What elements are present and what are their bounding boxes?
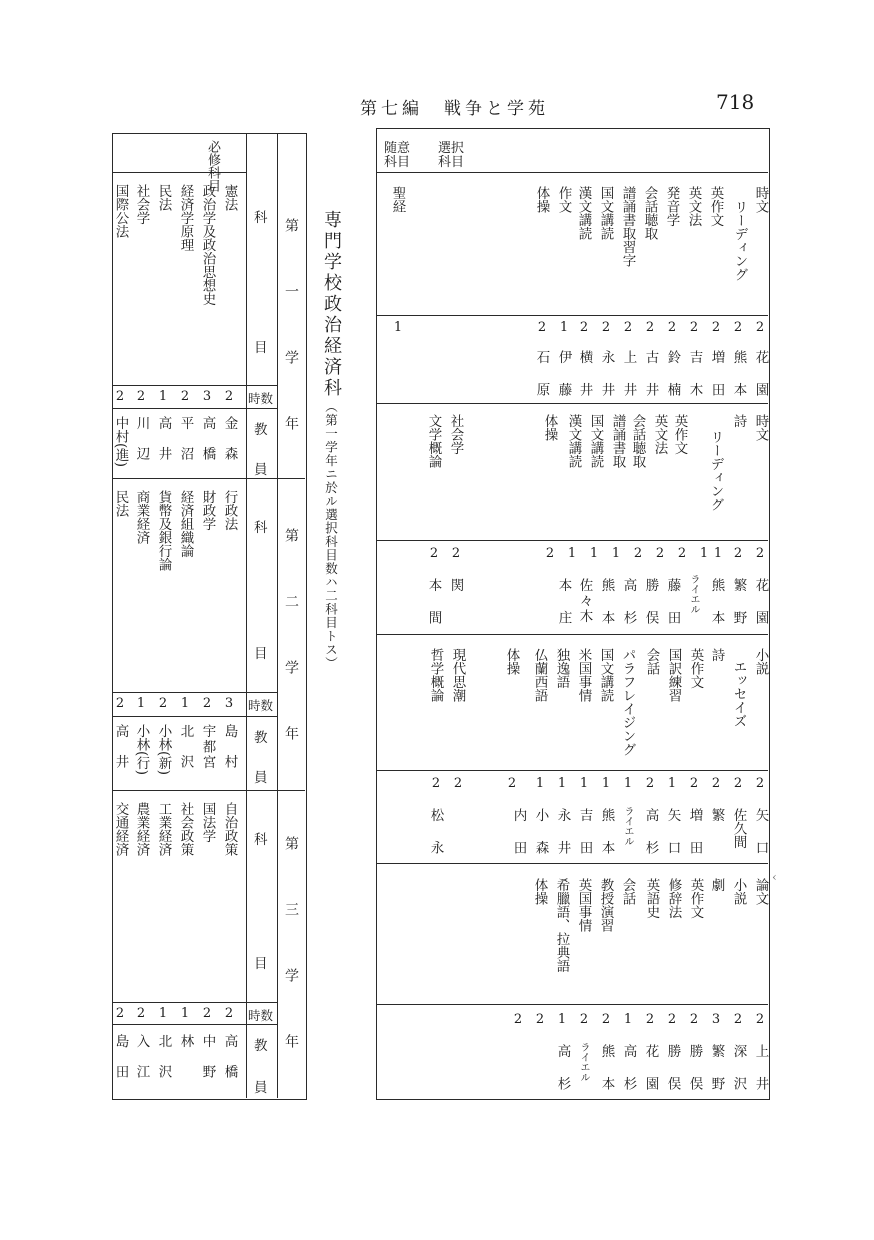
page-number: 718 [716,90,755,114]
subject: 漢文講読 [575,186,592,240]
teacher: 熊本 [598,808,615,873]
optional-hours: 2 [429,546,439,561]
hours: 1 [567,546,577,561]
subject: 詩 [730,414,747,428]
subject: 小説 [752,648,769,675]
hours: 1 [611,546,621,561]
hours: 2 [136,1006,146,1021]
teacher: 佐久間 [730,808,747,849]
year-1-label: 第一学年 [283,218,299,482]
subject: 民法 [112,490,129,517]
subject: 英作文 [687,878,704,919]
subject: 時文 [752,414,769,441]
teacher: 藤田 [664,578,681,643]
teacher: 平沼 [177,416,194,477]
hours: 2 [711,776,721,791]
year-3-label: 第三学年 [283,836,299,1100]
subject: 小説 [730,878,747,905]
teacher: 高杉 [554,1044,571,1109]
subject: 交通経済 [112,802,129,856]
elective-label: 選択科目 [437,141,464,171]
col-teacher-label-2: 員 [254,462,268,478]
hours: 2 [689,1012,699,1027]
hours: 2 [115,1006,125,1021]
hours: 2 [545,546,555,561]
col-subject-label: 科 [254,832,268,848]
optional-teacher: 関 [447,578,464,611]
subject: 工業経済 [155,802,172,856]
hours: 1 [589,546,599,561]
optional-teacher: 松永 [427,808,444,873]
hours: 2 [158,696,168,711]
teacher: 深沢 [730,1044,747,1109]
teacher: 古井 [642,350,659,415]
hours: 2 [755,320,765,335]
hours: 2 [136,389,146,404]
teacher: 金森 [221,416,238,477]
hours: 1 [158,389,168,404]
teacher: 宇都宮 [199,724,216,771]
subject: 国訳練習 [665,648,682,702]
col-hours-label: 時数 [248,698,274,713]
hours: 2 [755,1012,765,1027]
year-2-label: 第二学年 [283,528,299,792]
subject: 譜誦書取 [609,414,626,468]
hours: 1 [699,546,709,561]
subject: 会話 [643,648,660,675]
subject: 発音学 [663,186,680,227]
subject: 経済学原理 [177,184,194,252]
teacher: 高杉 [642,808,659,873]
teacher: 上井 [620,350,637,415]
teacher: 勝俣 [686,1044,703,1109]
hours: 3 [224,696,234,711]
teacher: 川辺 [133,416,150,477]
optional-label: 随意科目 [383,141,410,171]
teacher: ライエル [622,806,633,846]
subject: 英文法 [685,186,702,227]
optional-subject: 社会学 [447,414,464,455]
teacher: 高橋 [199,416,216,477]
hours: 2 [755,546,765,561]
teacher: 小森 [532,808,549,873]
teacher: 矢口 [664,808,681,873]
subject: 財政学 [199,490,216,531]
optional-hours: 1 [393,320,403,335]
teacher: 吉木 [686,350,703,415]
hours: 2 [733,546,743,561]
teacher: 北沢 [177,724,194,785]
hours: 2 [755,776,765,791]
teacher: 増田 [686,808,703,873]
subject: 農業経済 [133,802,150,856]
teacher: 吉田 [576,808,593,873]
hours: 1 [557,776,567,791]
teacher: 高橋 [221,1034,238,1095]
subject: 時文 [752,186,769,213]
teacher: 佐々木 [576,578,593,625]
teacher: ライエル [688,574,699,614]
optional-subject: 聖経 [389,186,406,213]
section-title: 専門学校政治経済科 [321,210,342,399]
col-hours-label: 時数 [248,1008,274,1023]
hours: 1 [667,776,677,791]
col-hours-label: 時数 [248,391,274,406]
hours: 2 [579,1012,589,1027]
hours: 1 [180,696,190,711]
stray-mark: ‹ [772,870,777,884]
hours: 3 [711,1012,721,1027]
col-teacher-label-1: 教 [254,422,268,438]
required-label: 必修科目 [205,140,220,192]
hours: 2 [733,1012,743,1027]
optional-subject: 哲学概論 [427,648,444,702]
hours: 2 [645,776,655,791]
subject: 社会政策 [177,802,194,856]
subject: エッセイズ [730,660,747,728]
subject: リーディング [731,200,748,281]
subject: 商業経済 [133,490,150,544]
teacher: 花園 [752,350,769,415]
subject: 劇 [708,878,725,892]
subject: 社会学 [133,184,150,225]
teacher: 横井 [576,350,593,415]
teacher: 勝俣 [664,1044,681,1109]
hours: 2 [677,546,687,561]
hours: 1 [713,546,723,561]
teacher: 中野 [199,1034,216,1095]
subject: 英作文 [687,648,704,689]
hours: 2 [711,320,721,335]
teacher: 中村(進) [112,416,129,468]
teacher: 石原 [533,350,550,415]
running-header-title: 第七編 戦争と学苑 [360,99,549,119]
subject: 米国事情 [575,648,592,702]
hours: 2 [180,389,190,404]
col-subject-label-2: 目 [254,340,268,356]
subject: 行政法 [221,490,238,531]
subject: 憲法 [221,184,238,211]
teacher: 繁 [708,808,725,822]
subject: 作文 [555,186,572,213]
hours: 2 [733,320,743,335]
hours: 2 [535,1012,545,1027]
hours: 1 [623,1012,633,1027]
teacher: 繁野 [730,578,747,643]
teacher: 入江 [133,1034,150,1095]
subject: 国文講読 [587,414,604,468]
subject: 政治学及政治思想史 [199,184,216,306]
hours: 2 [202,1006,212,1021]
subject: 教授演習 [597,878,614,932]
subject: 経済組織論 [177,490,194,558]
hours: 2 [601,320,611,335]
col-teacher-label-1: 教 [254,1038,268,1054]
hours: 1 [557,1012,567,1027]
teacher: 本庄 [555,578,572,643]
hours: 2 [689,776,699,791]
subject: 仏蘭西語 [531,648,548,702]
teacher: 熊本 [708,578,725,643]
hours: 3 [202,389,212,404]
hours: 2 [645,1012,655,1027]
hours: 2 [224,1006,234,1021]
hours: 2 [513,1012,523,1027]
hours: 2 [633,546,643,561]
hours: 2 [115,389,125,404]
optional-hours: 2 [431,776,441,791]
subject: 国法学 [199,802,216,843]
subject: リーディング [707,430,724,511]
hours: 1 [579,776,589,791]
optional-teacher: 本間 [425,578,442,643]
col-teacher-label-2: 員 [254,1080,268,1096]
hours: 1 [623,776,633,791]
teacher: 永井 [598,350,615,415]
optional-hours: 2 [453,776,463,791]
hours: 2 [507,776,517,791]
teacher: 島田 [112,1034,129,1095]
teacher: 北沢 [155,1034,172,1095]
hours: 2 [537,320,547,335]
teacher: 小林(行) [133,724,150,776]
optional-subject: 文学概論 [425,414,442,468]
col-subject-label: 科 [254,210,268,226]
teacher: 増田 [708,350,725,415]
hours: 2 [733,776,743,791]
subject: 英語史 [643,878,660,919]
subject: 会話 [619,878,636,905]
subject: 英国事情 [575,878,592,932]
subject: 英作文 [671,414,688,455]
hours: 1 [601,776,611,791]
subject: 体操 [503,648,520,675]
hours: 2 [645,320,655,335]
hours: 1 [535,776,545,791]
hours: 1 [559,320,569,335]
teacher: 花園 [642,1044,659,1109]
subject: 希臘語、拉典語 [553,878,570,973]
teacher: 上井 [752,1044,769,1109]
teacher: 花園 [752,578,769,643]
hours: 2 [601,1012,611,1027]
subject: 自治政策 [221,802,238,856]
subject: 英作文 [707,186,724,227]
subject: 国文講読 [597,186,614,240]
teacher: 矢口 [752,808,769,873]
hours: 1 [180,1006,190,1021]
subject: 国文講読 [597,648,614,702]
teacher: ライエル [578,1042,589,1082]
subject: 詩 [708,648,725,662]
subject: 会話聴取 [629,414,646,468]
col-teacher-label-2: 員 [254,770,268,786]
subject: 貨幣及銀行論 [155,490,172,571]
subject: 修辞法 [665,878,682,919]
teacher: 小林(新) [155,724,172,776]
subject: 論文 [752,878,769,905]
teacher: 熊本 [730,350,747,415]
hours: 2 [115,696,125,711]
subject: 英文法 [651,414,668,455]
hours: 2 [224,389,234,404]
subject: 体操 [533,186,550,213]
hours: 2 [689,320,699,335]
teacher: 高杉 [620,1044,637,1109]
teacher: 高井 [155,416,172,477]
subject: 国際公法 [112,184,129,238]
section-note: （第一学年ニ於ル選択科目数ハ二科目トス） [323,400,339,670]
col-subject-label-2: 目 [254,956,268,972]
hours: 2 [667,320,677,335]
hours: 2 [655,546,665,561]
teacher: 高井 [112,724,129,785]
optional-subject: 現代思潮 [449,648,466,702]
subject: 体操 [531,878,548,905]
subject: パラフレイジング [619,648,636,756]
hours: 2 [667,1012,677,1027]
optional-hours: 2 [451,546,461,561]
teacher: 熊本 [598,578,615,643]
subject: 民法 [155,184,172,211]
hours: 1 [136,696,146,711]
teacher: 島村 [221,724,238,785]
teacher: 永井 [554,808,571,873]
teacher: 勝俣 [642,578,659,643]
hours: 2 [623,320,633,335]
teacher: 高杉 [620,578,637,643]
subject: 漢文講読 [565,414,582,468]
teacher: 内田 [510,808,527,873]
col-subject-label: 科 [254,520,268,536]
teacher: 繁野 [708,1044,725,1109]
teacher: 伊藤 [555,350,572,415]
subject: 独逸語 [553,648,570,689]
hours: 2 [202,696,212,711]
subject: 譜誦書取習字 [619,186,636,267]
col-subject-label-2: 目 [254,646,268,662]
subject: 体操 [541,414,558,441]
teacher: 熊本 [598,1044,615,1109]
hours: 1 [158,1006,168,1021]
teacher: 鈴楠 [664,350,681,415]
subject: 会話聴取 [641,186,658,240]
col-teacher-label-1: 教 [254,730,268,746]
hours: 2 [579,320,589,335]
teacher: 林 [177,1034,194,1065]
